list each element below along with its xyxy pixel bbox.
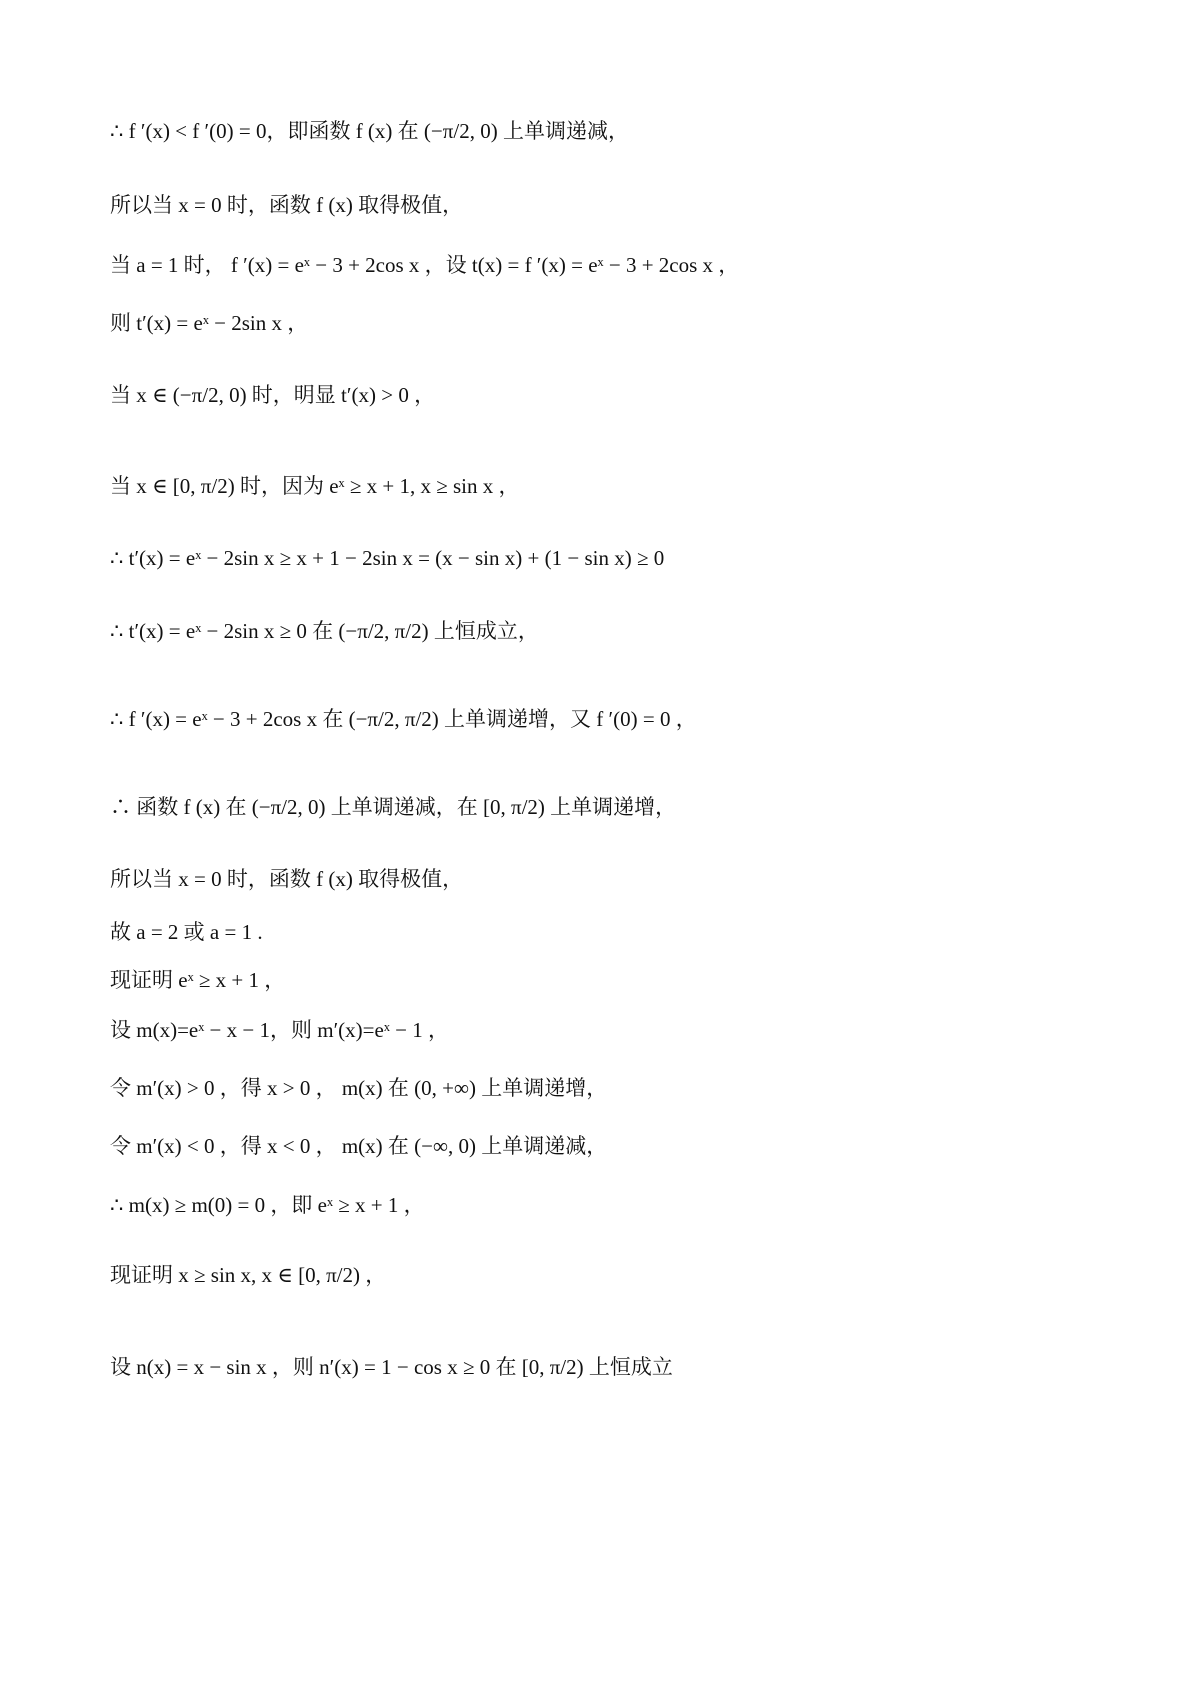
- text-line: ∴ t′(x) = eˣ − 2sin x ≥ x + 1 − 2sin x = (x − sin x) + (1 − sin x) ≥ 0: [110, 545, 665, 570]
- text-line: 现证明 x ≥ sin x, x ∈ [0, π/2) ，: [110, 1262, 387, 1287]
- text-line: 令 m′(x) < 0 ，得 x < 0 ， m(x) 在 (−∞, 0) 上单调递减，: [110, 1133, 608, 1158]
- text-line: 则 t′(x) = eˣ − 2sin x ，: [110, 310, 309, 335]
- text-line: 设 n(x) = x − sin x ，则 n′(x) = 1 − cos x ≥ 0 在 [0, π/2) 上恒成立: [110, 1354, 673, 1379]
- text-line: 故 a = 2 或 a = 1 .: [110, 919, 263, 944]
- text-line: 当 x ∈ (−π/2, 0) 时，明显 t′(x) > 0 ，: [110, 382, 436, 407]
- text-line: ∴ 函数 f (x) 在 (−π/2, 0) 上单调递减，在 [0, π/2) 上单调递增，: [110, 794, 677, 819]
- text-line: 令 m′(x) > 0 ，得 x > 0 ， m(x) 在 (0, +∞) 上单调递增，: [110, 1075, 608, 1100]
- text-line: ∴ f ′(x) = eˣ − 3 + 2cos x 在 (−π/2, π/2) 上单调递增，又 f ′(0) = 0 ，: [110, 706, 697, 731]
- text-line: 当 a = 1 时， f ′(x) = eˣ − 3 + 2cos x ，设 t(x) = f ′(x) = eˣ − 3 + 2cos x ，: [110, 252, 740, 277]
- text-line: ∴ t′(x) = eˣ − 2sin x ≥ 0 在 (−π/2, π/2) 上恒成立，: [110, 618, 539, 643]
- text-line: 设 m(x)=eˣ − x − 1，则 m′(x)=eˣ − 1 ，: [110, 1017, 449, 1042]
- text-line: ∴ f ′(x) < f ′(0) = 0，即函数 f (x) 在 (−π/2, 0) 上单调递减，: [110, 118, 629, 143]
- text-line: 现证明 eˣ ≥ x + 1 ，: [110, 967, 286, 992]
- text-line: 当 x ∈ [0, π/2) 时，因为 eˣ ≥ x + 1, x ≥ sin x ，: [110, 473, 520, 498]
- text-line: ∴ m(x) ≥ m(0) = 0 ，即 eˣ ≥ x + 1 ，: [110, 1192, 425, 1217]
- text-line: 所以当 x = 0 时，函数 f (x) 取得极值，: [110, 192, 464, 217]
- text-line: 所以当 x = 0 时，函数 f (x) 取得极值，: [110, 866, 464, 891]
